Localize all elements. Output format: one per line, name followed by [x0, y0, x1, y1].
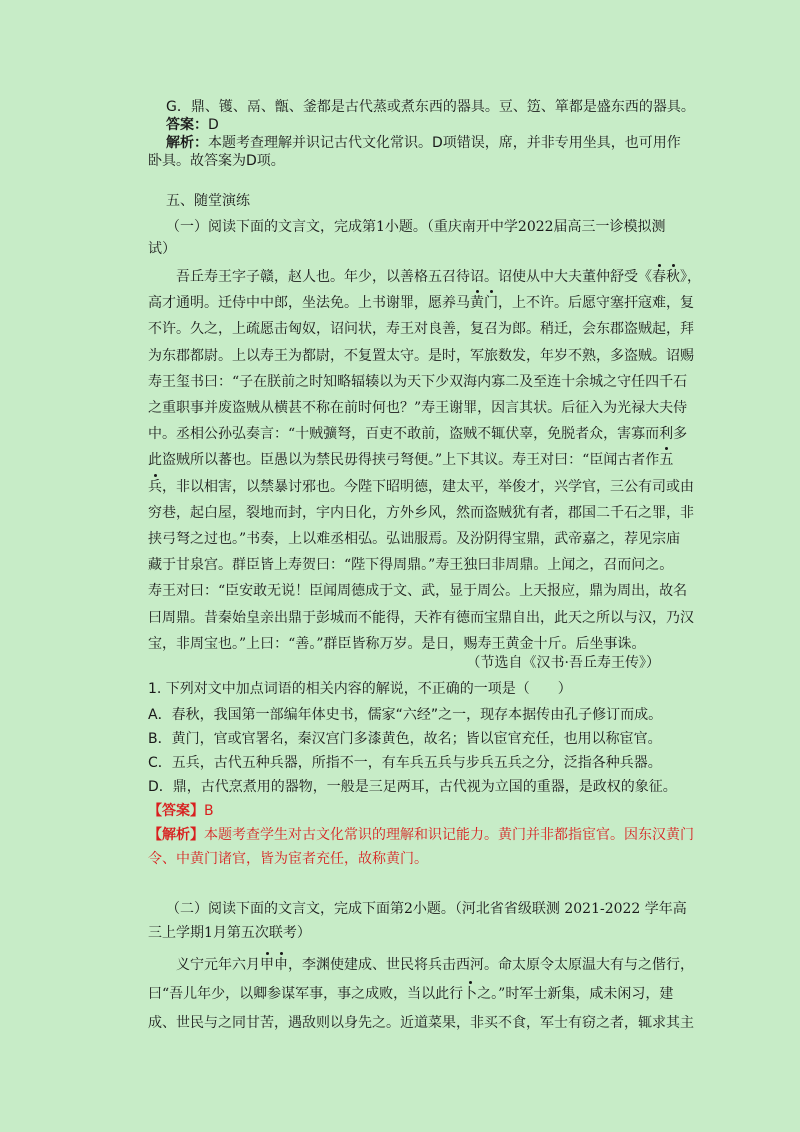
passage-1-line: 寿王玺书曰：“子在朕前之时知略辐辏以为天下少双海内寡二及至连十余城之守任四千石	[148, 373, 688, 390]
passage-2-line: 成、世民与之同甘苦，遇敌则以身先之。近道菜果，非买不食，军士有窃之者，辄求其主	[148, 1015, 694, 1031]
option-b: B．黄门，官或官署名，秦汉宫门多漆黄色，故名；皆以宦官充任，也用以称宦官。	[148, 731, 662, 747]
passage-1-line: 为东郡都尉。上以寿王为都尉，不复置太守。是时，军旅数发，年岁不熟，多盗贼。诏赐	[148, 347, 694, 364]
analysis-line-2: 卧具。故答案为D项。	[148, 153, 285, 169]
passage-2-line: 义宁元年六月甲申，李渊使建成、世民将兵击西河。命太原令太原温大有与之偕行，	[176, 957, 694, 973]
analysis-label: 解析：	[166, 135, 208, 151]
passage-1-line: 兵，非以相害，以禁暴讨邪也。今陛下昭明德，建太平，举俊才，兴学官，三公有司或由	[148, 478, 694, 495]
answer-1-value: B	[204, 803, 214, 819]
passage-1-line: 此盗贼所以蕃也。臣愚以为禁民毋得挟弓弩便。”上下其议。寿王对曰：“臣闻古者作五	[148, 452, 674, 469]
passage-1-line: 高才通明。迁侍中中郎，坐法免。上书谢罪，愿养马黄门，上不许。后愿守塞扞寇难，复	[148, 295, 694, 312]
option-g: G．鼎、镬、鬲、甑、釜都是古代蒸或煮东西的器具。豆、笾、箪都是盛东西的器具。	[166, 99, 695, 115]
analysis-tag: 【解析】	[148, 827, 204, 843]
passage-1-line: 挟弓弩之过也。”书奏，上以难丞相弘。弘诎服焉。及汾阴得宝鼎，武帝嘉之，荐见宗庙	[148, 531, 681, 547]
passage-1-line: 中。丞相公孙弘奏言：“十贼彍弩，百吏不敢前，盗贼不辄伏辜，免脱者众，害寡而利多	[148, 426, 688, 443]
emphasis-char: 春	[652, 269, 666, 285]
option-c: C．五兵，古代五种兵器，所指不一，有车兵五兵与步兵五兵之分，泛指各种兵器。	[148, 755, 662, 771]
passage-1-line: 穷巷，起白屋，裂地而封，宇内日化，方外乡风，然而盗贼犹有者，郡国二千石之罪，非	[148, 504, 694, 521]
part1-intro-line-2: 试）	[148, 241, 176, 257]
emphasis-char: 兵	[148, 478, 162, 495]
analysis-1-line-1: 【解析】本题考查学生对古文化常识的理解和识记能力。黄门并非都指宦官。因东汉黄门	[148, 827, 694, 843]
emphasis-char: 秋	[666, 269, 680, 285]
answer-1	[148, 802, 214, 820]
passage-1-line: 寿王对曰：“臣安敢无说！臣闻周德成于文、武，显于周公。上天报应，鼎为周出，故名	[148, 583, 688, 600]
option-a: A．春秋，我国第一部编年体史书，儒家“六经”之一，现存本据传由孔子修订而成。	[148, 707, 663, 723]
answer-label: 答案：	[166, 117, 208, 133]
emphasis-char: 五	[659, 452, 674, 469]
answer-value: D	[208, 117, 219, 133]
analysis-1-line-2: 令、中黄门诸官，皆为宦者充任，故称黄门。	[148, 851, 428, 867]
part2-intro-line-1: （二）阅读下面的文言文，完成下面第2小题。（河北省省级联测 2021-2022 学年高	[166, 901, 687, 917]
passage-1-line: 宝，非周宝也。”上曰：“善。”群臣皆称万岁。是日，赐寿王黄金十斤。后坐事诛。	[148, 635, 646, 652]
passage-1-line: 不许。久之，上疏愿击匈奴，诏问状，寿王对良善，复召为郎。稍迁，会东郡盗贼起，拜	[148, 321, 694, 338]
passage-1-line: 吾丘寿王字子赣，赵人也。年少，以善格五召待诏。诏使从中大夫董仲舒受《春秋》，	[176, 269, 701, 285]
passage-1-line: 藏于甘泉宫。群臣皆上寿贺曰：“陛下得周鼎。”寿王独曰非周鼎。上闻之，召而问之。	[148, 557, 674, 574]
passage-source: （节选自《汉书·吾丘寿王传》）	[466, 655, 660, 671]
emphasis-char: 卜	[463, 986, 478, 1002]
passage-1-line: 之重职事并废盗贼从横甚不称在前时何也？”寿王谢罪，因言其状。后征入为光禄大夫侍	[148, 400, 688, 416]
question-1: 1. 下列对文中加点词语的相关内容的解说，不正确的一项是（ ）	[148, 681, 572, 697]
option-d: D．鼎，古代烹煮用的器物，一般是三足两耳，古代视为立国的重器，是政权的象征。	[148, 779, 677, 795]
answer-tag: 【答案】	[148, 803, 204, 819]
part2-intro-line-2: 三上学期1月第五次联考）	[148, 925, 311, 941]
emphasis-char: 甲	[260, 957, 274, 973]
emphasis-char: 申	[274, 957, 288, 973]
part1-intro-line-1: （一）阅读下面的文言文，完成第1小题。（重庆南开中学2022届高三一诊模拟测	[166, 219, 666, 235]
passage-1-line: 曰周鼎。昔秦始皇亲出鼎于彭城而不能得，天祚有德而宝鼎自出，此天之所以与汉，乃汉	[148, 609, 694, 626]
passage-2-line: 曰“吾儿年少，以卿参谋军事，事之成败，当以此行卜之。”时军士新集，咸未闲习，建	[148, 986, 674, 1002]
emphasis-char: 门	[484, 295, 498, 312]
analysis-line-1: 解析：本题考查理解并识记古代文化常识。D项错误，席，并非专用坐具，也可用作	[166, 135, 681, 151]
section-heading: 五、随堂演练	[166, 193, 250, 209]
answer-line	[166, 116, 219, 134]
emphasis-char: 黄	[470, 295, 484, 312]
